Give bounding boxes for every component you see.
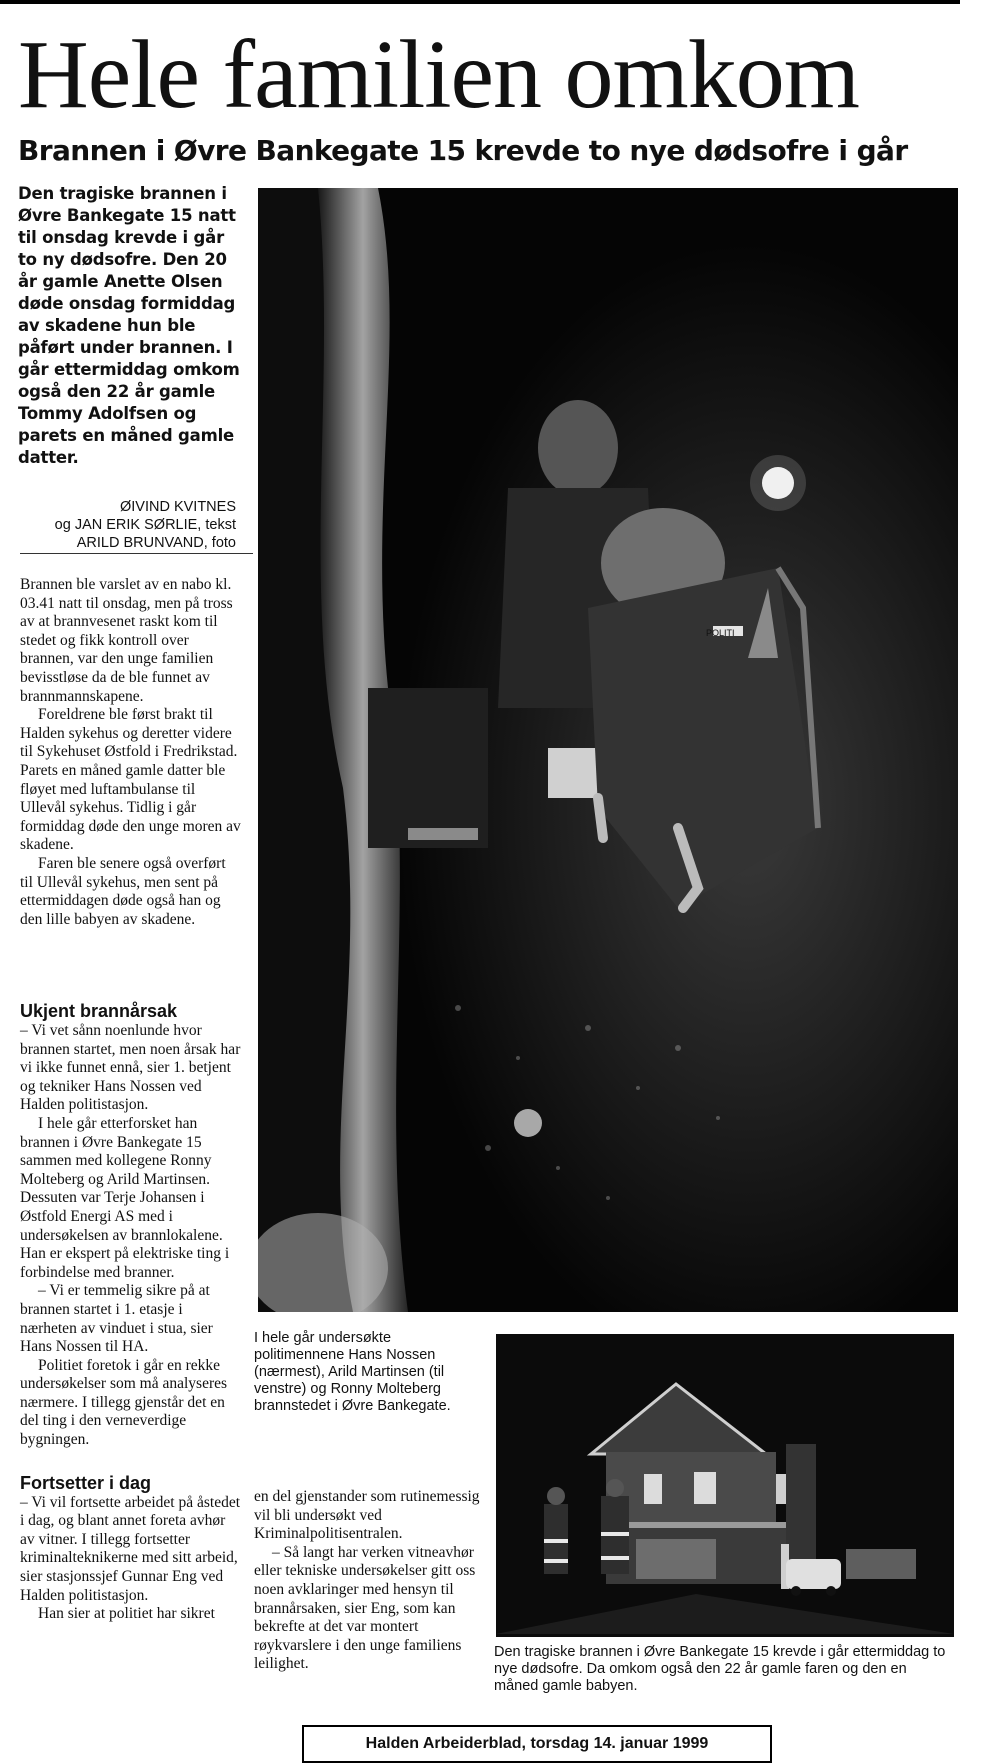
section-heading-fortsetter-i-dag: Fortsetter i dag (20, 1472, 152, 1493)
top-rule (0, 0, 960, 4)
body-paragraph: – Vi er temmelig sikre på at brannen startet i 1. etasje i nærheten av vinduet i stua, sier Hans Nossen til HA. (20, 1282, 213, 1356)
body-column-1-sections (20, 1000, 242, 1624)
body-paragraph: Brannen ble varslet av en nabo kl. 03.41 natt til onsdag, men på tross av at brannvesenet raskt kom til stedet og fikk kontroll over brannen, var den unge familien bevisstløse da de ble funnet av brannmannskapene. (20, 576, 233, 705)
lead-text: Den tragiske brannen i Øvre Bankegate 15 natt til onsdag krevde i går to ny dødsofre. Den 20 år gamle Anette Olsen døde onsdag formiddag av skadene hun ble påført under brannen. I går ettermiddag omkom også den 22 år gamle Tommy Adolfsen og parets en måned gamle datter. (18, 184, 240, 467)
body-paragraph: – Vi vil fortsette arbeidet på åstedet i dag, og blant annet foreta avhør av vitner. I tillegg fortsetter kriminalteknikerne med sitt arbeid, sier stasjonssjef Gunnar Eng ved Halden politistasjon. (20, 1493, 241, 1604)
body-paragraph: Politiet foretok i går en rekke undersøkelser som må analyseres nærmere. I tillegg gjenstår det en del ting i den verneverdige bygningen. (20, 1356, 228, 1449)
section-heading-ukjent-brannarsak: Ukjent brannårsak (20, 1001, 178, 1021)
headline: Hele familien omkom (18, 21, 859, 129)
body-paragraph: Faren ble senere også overført til Ullevål sykehus, men sent på ettermiddagen døde også han og den lille babyen av skadene. (20, 854, 226, 928)
byline (18, 498, 236, 552)
lead-paragraph (18, 183, 243, 469)
byline-line-1: ØIVIND KVITNES (119, 499, 236, 515)
body-paragraph: – Så langt har verken vitneavhør eller tekniske undersøkelser gitt oss noen avklaringer med hensyn til brannårsaken, sier Eng, som kan bekrefte at det var montert røykvarslere i den unge familiens leilighet. (254, 1543, 476, 1673)
body-paragraph: Foreldrene ble først brakt til Halden sykehus og deretter videre til Sykehuset Østfold i Fredrikstad. Parets en måned gamle datter ble fløyet med luftambulanse til Ullevål sykehus. Tidlig i går formiddag døde den unge moren av skadene. (20, 706, 241, 854)
photo-badge-text: POLITI (706, 628, 735, 638)
subheadline: Brannen i Øvre Bankegate 15 krevde to nye dødsofre i går (18, 134, 908, 167)
source-footer: Halden Arbeiderblad, torsdag 14. januar 1999 (302, 1725, 772, 1763)
body-column-1 (20, 576, 242, 929)
house-photo (496, 1334, 954, 1637)
byline-line-3: ARILD BRUNVAND, foto (76, 535, 236, 551)
house-photo-caption: Den tragiske brannen i Øvre Bankegate 15 krevde i går ettermiddag to nye dødsofre. Da omkom også den 22 år gamle faren og den en måned gamle babyen. (494, 1644, 946, 1694)
body-column-2 (254, 1488, 494, 1674)
body-paragraph: I hele går etterforsket han brannen i Øvre Bankegate 15 sammen med kollegene Ronny Molteberg og Arild Martinsen. Dessuten var Terje Johansen i Østfold Energi AS med i undersøkelsen av brannlokalene. Han er ekspert på elektriske ting i forbindelse med branner. (20, 1114, 230, 1281)
body-paragraph: en del gjenstander som rutinemessig vil bli undersøkt ved Kriminalpolitisentralen. (254, 1488, 480, 1543)
house-photo-illustration (496, 1334, 954, 1637)
main-photo-caption: I hele går undersøkte politimennene Hans Nossen (nærmest), Arild Martinsen (til venstre) og Ronny Molteberg brannstedet i Øvre Bankegate. (254, 1330, 451, 1414)
body-paragraph: – Vi vet sånn noenlunde hvor brannen startet, men noen årsak har vi ikke funnet ennå, sier 1. betjent og tekniker Hans Nossen ved Halden politistasjon. (20, 1022, 241, 1114)
main-photo-police-investigators (258, 188, 958, 1312)
main-photo-illustration (258, 188, 958, 1312)
byline-rule (20, 553, 253, 554)
body-paragraph: Han sier at politiet har sikret (38, 1605, 215, 1623)
byline-line-2: og JAN ERIK SØRLIE, tekst (54, 517, 236, 533)
